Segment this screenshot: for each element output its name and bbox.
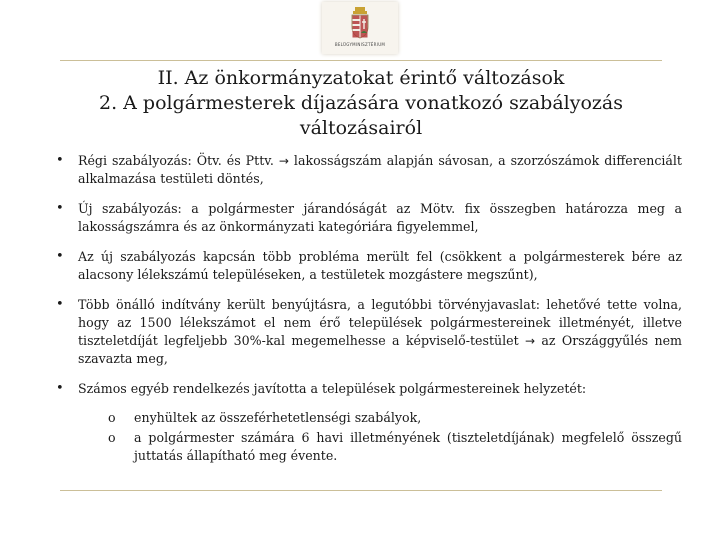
slide-title: [60, 66, 662, 141]
sub-item: o enyhültek az összeférhetetlenségi szabályok,: [78, 409, 682, 427]
title-line-2: 2. A polgármesterek díjazására vonatkozó szabályozás: [98, 92, 623, 114]
sub-item: o a polgármester számára 6 havi illetményének (tiszteletdíjának) megfelelő összegű juttatás állapítható meg évente.: [78, 429, 682, 465]
bullet-list: [56, 152, 682, 477]
top-divider: [60, 60, 662, 61]
bullet-other-provisions: • Számos egyéb rendelkezés javította a települések polgármestereinek helyzetét: o enyhültek az összeférhetetlenségi szabályok, o a polgármester számára 6 havi illetményének (tiszteletdíjának) megfelelő összegű juttatás állapítható meg évente.: [56, 380, 682, 465]
logo-caption: BELÜGYMINISZTÉRIUM: [334, 42, 386, 47]
title-line-3: változásairól: [299, 117, 423, 139]
ministry-logo: [322, 2, 398, 54]
arrow-icon: →: [278, 154, 289, 168]
bullet-old-regulation: • Régi szabályozás: Ötv. és Pttv. → lakosságszám alapján sávosan, a szorzószámok differenciált alkalmazása testületi döntés,: [56, 152, 682, 188]
bullet-proposals: • Több önálló indítvány került benyújtásra, a legutóbbi törvényjavaslat: lehetővé tette volna, hogy az 1500 lélekszámot el nem érő települések polgármestereinek illetményét, illetve tiszteletdíját legfeljebb 30%-kal megemelhesse a képviselő-testület → az Országgyűlés nem szavazta meg,: [56, 296, 682, 368]
sub-list: [78, 409, 682, 465]
arrow-icon: →: [525, 334, 536, 348]
hungarian-coat-of-arms-icon: [349, 7, 371, 39]
bottom-divider: [60, 490, 662, 491]
title-line-1: II. Az önkormányzatokat érintő változások: [157, 67, 565, 89]
bullet-new-regulation: • Új szabályozás: a polgármester járandóságát az Mötv. fix összegben határozza meg a lakosságszámra és az önkormányzati kategóriára figyelemmel,: [56, 200, 682, 236]
bullet-problems: • Az új szabályozás kapcsán több probléma merült fel (csökkent a polgármesterek bére az alacsony lélekszámú településeken, a testületek mozgástere megszűnt),: [56, 248, 682, 284]
